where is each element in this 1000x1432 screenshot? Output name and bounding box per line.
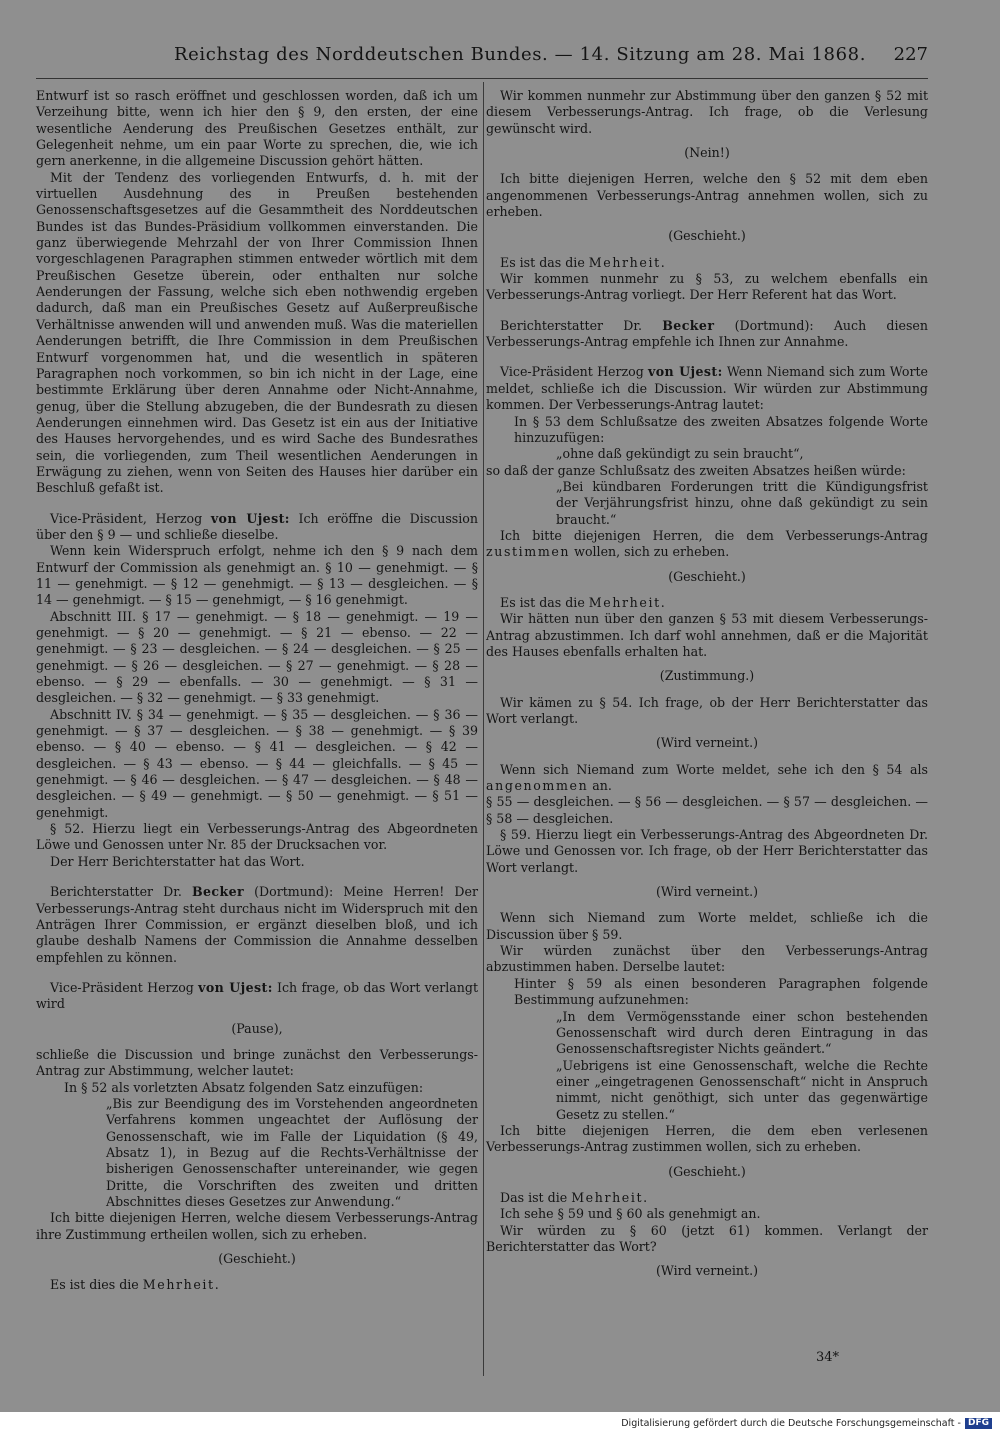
text: an. — [588, 778, 612, 794]
paragraph: § 55 — desgleichen. — § 56 — desgleichen. — § 57 — desgleichen. — § 58 — desgleichen. — [486, 794, 928, 826]
speech-text: (Dortmund): Auch diesen Verbesserungs-Antrag empfehle ich Ihnen zur Annahme. — [486, 317, 928, 350]
stage-direction: (Geschieht.) — [668, 568, 746, 584]
speaker-title: Berichterstatter Dr. — [500, 317, 663, 333]
result-emphasis: Mehrheit. — [571, 1189, 649, 1205]
paragraph: Ich bitte diejenigen Herren, welche diesem Verbesserungs-Antrag ihre Zustimmung ertheilen wollen, sich zu erheben. — [36, 1210, 478, 1242]
paragraph: Entwurf ist so rasch eröffnet und geschlossen worden, daß ich um Verzeihung bitte, wenn ich hier den § 9, den ersten, der eine wesentliche Aenderung des Preußischen Gesetzes enthält, zur Gelegenheit nehme, um ein paar Worte zu sprechen, die, wie ich gern anerkenne, in die allgemeine Discussion gehört hätten. — [36, 88, 478, 169]
motion-quote: „In dem Vermögensstande einer schon bestehenden Genossenschaft wird durch deren Eintragung in das Genossenschaftsregister Nichts geändert.“ — [556, 1008, 928, 1057]
paragraph: Abschnitt III. § 17 — genehmigt. — § 18 — genehmigt. — 19 — genehmigt. — § 20 — genehmigt. — § 21 — ebenso. — 22 — genehmigt. — § 23 — desgleichen. — § 24 — desgleichen. — § 25 — genehmigt. — § 26 — desgleichen. — § 27 — genehmigt. — § 28 — ebenso. — § 29 — ebenfalls. — 30 — genehmigt. — § 31 — desgleichen. — § 32 — genehmigt. — § 33 genehmigt. — [36, 608, 478, 706]
stage-direction: (Geschieht.) — [668, 1163, 746, 1179]
paragraph — [486, 762, 928, 795]
column-divider — [483, 82, 484, 1376]
motion-quote: „Bis zur Beendigung des im Vorstehenden angeordneten Verfahrens kommen ungeachtet der Auflösung der Genossenschaft, wie im Falle der Liquidation (§ 49, Absatz 1), in Bezug auf die Rechts-Verhältnisse der bisherigen Genossenschafter untereinander, wie gegen Dritte, die Vorschriften des zweiten und dritten Abschnittes dieses Gesetzes zur Anwendung.“ — [106, 1095, 478, 1209]
paragraph: Wir kommen nunmehr zur Abstimmung über den ganzen § 52 mit diesem Verbesserungs-Antrag. Ich frage, ob die Verlesung gewünscht wird. — [486, 88, 928, 136]
result — [486, 595, 928, 611]
paragraph: so daß der ganze Schlußsatz des zweiten Absatzes heißen würde: — [486, 462, 906, 478]
paragraph: Wenn sich Niemand zum Worte meldet, schließe ich die Discussion über § 59. — [486, 910, 928, 942]
paragraph: Wir würden zunächst über den Verbesserungs-Antrag abzustimmen haben. Derselbe lautet: — [486, 943, 928, 975]
result-text: Es ist das die — [500, 254, 589, 270]
speaker-name: Becker — [191, 884, 245, 900]
paragraph — [486, 528, 928, 561]
result — [36, 1277, 478, 1293]
dfg-logo-icon: DFG — [965, 1418, 992, 1429]
header-rule — [36, 78, 928, 79]
stage-direction: (Wird verneint.) — [655, 735, 759, 751]
paragraph: Wir kommen nunmehr zu § 53, zu welchem ebenfalls ein Verbesserungs-Antrag vorliegt. Der Herr Referent hat das Wort. — [486, 271, 928, 303]
page-number: 227 — [893, 44, 928, 65]
motion-text: In § 52 als vorletzten Absatz folgenden Satz einzufügen: — [64, 1079, 424, 1095]
result-text: Es ist das die — [500, 594, 589, 610]
paragraph: schließe die Discussion und bringe zunächst den Verbesserungs-Antrag zur Abstimmung, welcher lautet: — [36, 1046, 478, 1079]
text: Ich bitte diejenigen Herren, die dem Verbesserungs-Antrag — [500, 527, 928, 543]
speaker-title: Vice-Präsident Herzog — [500, 364, 649, 380]
paragraph: Wir würden zu § 60 (jetzt 61) kommen. Verlangt der Berichterstatter das Wort? — [486, 1222, 928, 1254]
paragraph: Wenn kein Widerspruch erfolgt, nehme ich den § 9 nach dem Entwurf der Commission als genehmigt an. § 10 — genehmigt. — § 11 — genehmigt. — § 12 — genehmigt. — § 13 — desgleichen. — § 14 — genehmigt. — § 15 — genehmigt, — § 16 genehmigt. — [36, 543, 478, 608]
result — [486, 255, 928, 271]
signature-mark: 34* — [816, 1350, 840, 1365]
motion-text: Hinter § 59 als einen besonderen Paragraphen folgende Bestimmung aufzunehmen: — [514, 975, 928, 1008]
speaker-title: Vice-Präsident Herzog — [50, 979, 199, 995]
paragraph: Ich bitte diejenigen Herren, welche den § 52 mit dem eben angenommenen Verbesserungs-Antrag annehmen wollen, sich zu erheben. — [486, 171, 928, 220]
paragraph: Ich bitte diejenigen Herren, die dem eben verlesenen Verbesserungs-Antrag zustimmen wollen, sich zu erheben. — [486, 1122, 928, 1155]
stage-direction: (Wird verneint.) — [655, 1263, 759, 1279]
stage-direction: (Zustimmung.) — [659, 668, 755, 684]
speech-text: Wenn Niemand sich zum Worte meldet, schließe ich die Discussion. Wir würden zur Abstimmung kommen. Der Verbesserungs-Antrag lautet: — [486, 364, 928, 413]
speaker-name: von Ujest: — [648, 364, 723, 380]
paragraph: Der Herr Berichterstatter hat das Wort. — [50, 853, 305, 869]
paragraph: Wir kämen zu § 54. Ich frage, ob der Herr Berichterstatter das Wort verlangt. — [486, 694, 928, 726]
left-column — [36, 88, 478, 1294]
speech — [36, 511, 478, 544]
right-column — [486, 88, 928, 1290]
motion-quote: „Bei kündbaren Forderungen tritt die Kündigungsfrist der Verjährungsfrist hinzu, ohne daß gekündigt zu sein braucht.“ — [556, 478, 928, 527]
paragraph: § 59. Hierzu liegt ein Verbesserungs-Antrag des Abgeordneten Dr. Löwe und Genossen vor. Ich frage, ob der Herr Berichterstatter das Wort verlangt. — [486, 827, 928, 875]
stage-direction: (Geschieht.) — [218, 1251, 296, 1267]
speaker-name: von Ujest: — [198, 979, 273, 995]
running-title: Reichstag des Norddeutschen Bundes. — 14. Sitzung am 28. Mai 1868. — [174, 44, 867, 65]
stage-direction: (Nein!) — [684, 145, 730, 161]
speaker-title: Vice-Präsident, Herzog — [50, 510, 211, 526]
result — [486, 1190, 928, 1206]
page-header — [36, 44, 928, 70]
speech-text: (Dortmund): Meine Herren! Der Verbesserungs-Antrag steht durchaus nicht im Widerspruch mit den Anträgen Ihrer Commission, er ergänzt dieselben bloß, und ich glaube deshalb Namens der Commission die Annahme desselben empfehlen zu können. — [36, 884, 478, 965]
paragraph: § 52. Hierzu liegt ein Verbesserungs-Antrag des Abgeordneten Löwe und Genossen unter Nr. 85 der Drucksachen vor. — [36, 821, 478, 853]
speech — [36, 980, 478, 1013]
paragraph: Abschnitt IV. § 34 — genehmigt. — § 35 — desgleichen. — § 36 — genehmigt. — § 37 — desgleichen. — § 38 — genehmigt. — § 39 ebenso. — § 40 — ebenso. — § 41 — desgleichen. — § 42 — desgleichen. — § 43 — ebenso. — § 44 — gleichfalls. — § 45 — genehmigt. — § 46 — desgleichen. — § 47 — desgleichen. — § 48 — desgleichen. — § 49 — genehmigt. — § 50 — genehmigt. — § 51 — genehmigt. — [36, 706, 478, 820]
speaker-name: von Ujest: — [210, 510, 290, 526]
result-emphasis: Mehrheit. — [588, 594, 667, 610]
result-text: Das ist die — [500, 1189, 572, 1205]
speech-text: Ich eröffne die Discussion über den § 9 — und schließe dieselbe. — [36, 510, 478, 542]
motion-quote: „Uebrigens ist eine Genossenschaft, welche die Rechte einer „eingetragenen Genossenschaft“ nicht in Anspruch nimmt, nicht genöthigt, sich unter das gegenwärtige Gesetz zu stellen.“ — [556, 1057, 928, 1122]
text: wollen, sich zu erheben. — [570, 544, 730, 560]
text: Wenn sich Niemand zum Worte meldet, sehe ich den § 54 als — [500, 761, 928, 777]
text-emphasis: angenommen — [486, 778, 589, 794]
speaker-name: Becker — [662, 317, 715, 333]
motion-quote: „ohne daß gekündigt zu sein braucht“, — [556, 446, 804, 462]
stage-direction: (Wird verneint.) — [655, 884, 759, 900]
speech — [36, 884, 478, 966]
paragraph: Mit der Tendenz des vorliegenden Entwurfs, d. h. mit der virtuellen Ausdehnung des in Preußen bestehenden Genossenschaftsgesetzes auf die Gesammtheit des Norddeutschen Bundes ist das Bundes-Präsidium vollkommen einverstanden. Die ganz überwiegende Mehrzahl der von Ihrer Commission Ihnen vorgeschlagenen Paragraphen stimmen entweder wörtlich mit dem Preußischen Gesetze überein, oder enthalten nur solche Aenderungen der Fassung, welche sich eben nothwendig ergeben dadurch, daß man ein Preußisches Gesetz auf Außerpreußische Verhältnisse anwenden will und anwenden muß. Was die materiellen Aenderungen betrifft, die Ihre Commission in dem Preußischen Entwurf vorgenommen hat, und die wesentlich in späteren Paragraphen noch vorkommen, so bin ich nicht in der Lage, eine bestimmte Erklärung über deren Annahme oder Nicht-Annahme, genug, über die Stellung abzugeben, die der Bundesrath zu diesen Aenderungen einnehmen wird. Das Gesetz ist ein aus der Initiative des Hauses hervorgehendes, und es wird Sache des Bundesrathes sein, die vorliegenden, zum Theil wesentlichen Aenderungen in Erwägung zu ziehen, wenn von Seiten des Hauses hier darüber ein Beschluß gefaßt ist. — [36, 169, 478, 496]
digitization-footer — [621, 1418, 992, 1429]
speaker-title: Berichterstatter Dr. — [50, 884, 192, 900]
result-text: Es ist dies die — [50, 1277, 143, 1293]
motion-text: In § 53 dem Schlußsatze des zweiten Absatzes folgende Worte hinzuzufügen: — [514, 413, 928, 445]
result-emphasis: Mehrheit. — [588, 254, 667, 270]
speech — [486, 318, 928, 351]
paragraph: Wir hätten nun über den ganzen § 53 mit diesem Verbesserungs-Antrag abzustimmen. Ich darf wohl annehmen, daß er die Majorität des Hauses ebenfalls erhalten hat. — [486, 611, 928, 659]
paragraph: Ich sehe § 59 und § 60 als genehmigt an. — [500, 1206, 761, 1222]
result-emphasis: Mehrheit. — [142, 1277, 221, 1293]
footer-text: Digitalisierung gefördert durch die Deutsche Forschungsgemeinschaft - — [621, 1418, 961, 1429]
speech — [486, 364, 928, 413]
stage-direction: (Pause), — [231, 1020, 283, 1036]
speech-text: Ich frage, ob das Wort verlangt wird — [36, 979, 479, 1012]
stage-direction: (Geschieht.) — [668, 228, 746, 244]
text-emphasis: zustimmen — [486, 544, 571, 560]
